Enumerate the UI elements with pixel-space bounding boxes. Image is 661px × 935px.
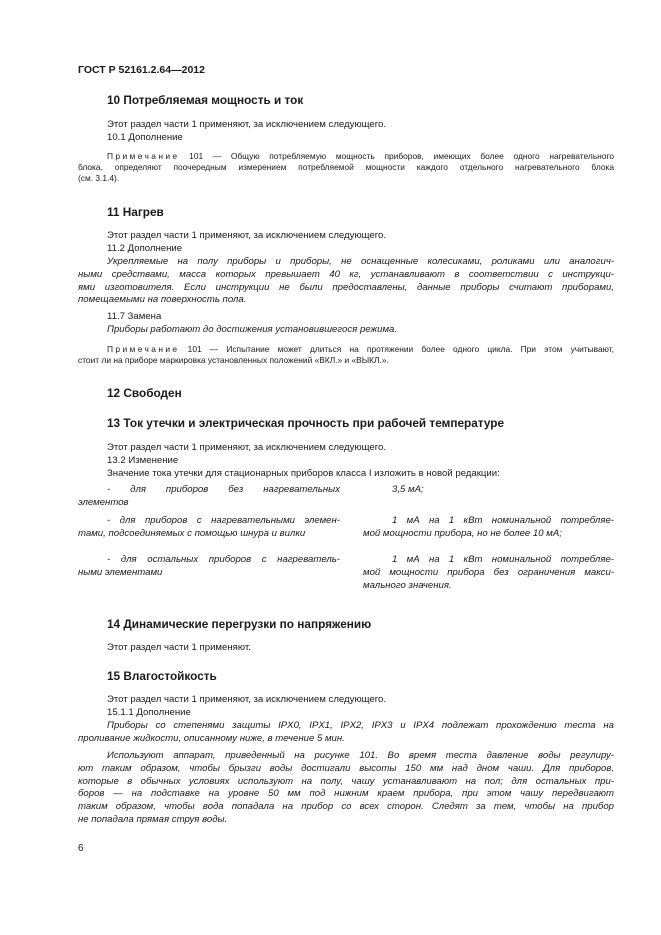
note-text: 101 — Общую потребляемую мощность приборов, имеющих более одного нагревательного — [189, 151, 614, 161]
section-11-title: 11 Нагрев — [107, 205, 164, 219]
text-line: - для остальных приборов с нагреватель- — [107, 554, 340, 565]
text-line: таким образом, чтобы вода попадала на прибор со всех сторон. Следят за тем, чтобы на прибор — [78, 801, 614, 813]
note-text: блока, определяют поочередным измерением потребляемой мощности каждого отдельного нагревательного блока — [78, 162, 614, 173]
text-line: - для приборов с нагревательными элемен- — [107, 515, 340, 526]
leakage-row-1-right — [363, 484, 614, 497]
note-word: Примечание — [107, 151, 180, 161]
standard-header: ГОСТ Р 52161.2.64—2012 — [78, 64, 205, 76]
text-line: ют таким образом, чтобы брызги воды достигали высоты 150 мм над дном чаши. Для приборов, — [78, 762, 614, 774]
text-line: проливание жидкости, описанному ниже, в течение 5 мин. — [78, 732, 345, 744]
text-line: ными элементами — [78, 566, 163, 578]
text-line: 3,5 мА; — [392, 484, 424, 495]
section-12-title: 12 Свободен — [107, 386, 182, 400]
text-line: 1 мА на 1 кВт номинальной потребляе- — [392, 515, 614, 526]
section-10-1-label: 10.1 Дополнение — [107, 132, 183, 143]
text-line: 1 мА на 1 кВт номинальной потребляе- — [392, 554, 614, 565]
text-line: мой мощности прибора, но не более 10 мА; — [363, 527, 562, 539]
text-line: Приборы со степенями защиты IPX0, IPX1, IPX2, IPX3 и IPX4 подлежат прохождению теста на — [107, 720, 614, 731]
text-line: мального значения. — [363, 579, 452, 591]
note-word: Примечание — [107, 344, 180, 354]
text-line: не попадала прямая струя воды. — [78, 813, 228, 825]
text-line: Укрепляемые на полу приборы и приборы, не оснащенные колесиками, роликами или аналогич- — [107, 256, 614, 267]
leakage-row-3-left — [78, 554, 340, 580]
text-line: ями изготовителя. Если инструкции не были предоставлены, данные приборы считают приборами, — [78, 281, 614, 293]
section-11-para: Этот раздел части 1 применяют, за исключением следующего. — [107, 230, 387, 241]
section-15-1-1-label: 15.1.1 Дополнение — [107, 707, 191, 718]
leakage-row-1-left — [78, 484, 340, 510]
section-10-note — [78, 151, 614, 185]
text-line: мой мощности прибора без ограничения макси- — [363, 566, 614, 578]
section-14-title: 14 Динамические перегрузки по напряжению — [107, 617, 372, 631]
page-number: 6 — [78, 843, 84, 854]
text-line: тами, подсоединяемых с помощью шнура и вилки — [78, 527, 306, 539]
section-15-1-1-text-b — [78, 750, 614, 827]
section-11-7-label: 11.7 Замена — [107, 311, 162, 322]
section-11-2-label: 11.2 Дополнение — [107, 243, 183, 254]
section-15-para: Этот раздел части 1 применяют, за исключением следующего. — [107, 694, 387, 705]
text-line: боров — на подставке на уровне 50 мм под нижним краем прибора, при этом чашу передвигают — [78, 788, 614, 800]
text-line: элементов — [78, 496, 129, 508]
section-13-2-text: Значение тока утечки для стационарных приборов класса I изложить в новой редакции: — [107, 468, 500, 479]
leakage-row-2-right — [363, 515, 614, 541]
section-13-title: 13 Ток утечки и электрическая прочность при рабочей температуре — [107, 416, 505, 430]
leakage-row-2-left — [78, 515, 340, 541]
text-line: ными средствами, масса которых превышает 40 кг, устанавливают в соответствии с инструкци- — [78, 268, 614, 280]
note-text: 101 — Испытание может длиться на протяжении более одного цикла. При этом учитывают, — [187, 344, 614, 354]
section-11-note — [78, 344, 614, 366]
text-line: которые в обычных условиях используют на полу, чашу устанавливают на пол; для остальных при- — [78, 775, 614, 787]
section-15-1-1-text-a — [78, 720, 614, 746]
section-10-title: 10 Потребляемая мощность и ток — [107, 93, 304, 107]
section-11-2-text — [78, 256, 614, 307]
note-text: (см. 3.1.4). — [78, 173, 120, 184]
leakage-row-3-right — [363, 554, 614, 592]
text-line: - для приборов без нагревательных — [107, 484, 340, 495]
section-13-2-label: 13.2 Изменение — [107, 455, 179, 466]
section-14-para: Этот раздел части 1 применяют. — [107, 642, 251, 653]
note-text: стоит ли на приборе маркировка установленных положений «ВКЛ.» и «ВЫКЛ.». — [78, 355, 389, 366]
text-line: помещаемыми на поверхность пола. — [78, 294, 247, 306]
section-11-7-text: Приборы работают до достижения установившегося режима. — [107, 324, 398, 335]
section-15-title: 15 Влагостойкость — [107, 669, 217, 683]
section-13-para: Этот раздел части 1 применяют, за исключением следующего. — [107, 442, 387, 453]
text-line: Используют аппарат, приведенный на рисунке 101. Во время теста давление воды регулиру- — [107, 750, 614, 761]
section-10-para: Этот раздел части 1 применяют, за исключением следующего. — [107, 119, 387, 130]
